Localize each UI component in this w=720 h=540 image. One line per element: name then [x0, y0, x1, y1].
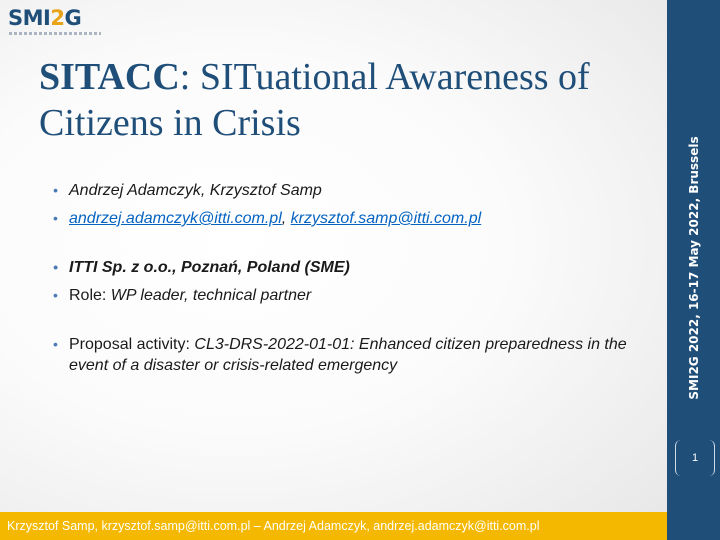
- role-label: Role:: [69, 287, 111, 304]
- proposal-value: CL3-DRS-2022-01-01: Enhanced citizen preparedness in the event of a disaster or crisis-related emergency: [69, 336, 627, 374]
- logo-prefix: SMI: [8, 6, 51, 30]
- spacer: [53, 236, 643, 257]
- email-separator: ,: [281, 210, 291, 227]
- email-link-samp[interactable]: krzysztof.samp@itti.com.pl: [290, 210, 482, 227]
- authors-item: • Andrzej Adamczyk, Krzysztof Samp: [53, 180, 643, 201]
- logo-two: 2: [50, 6, 65, 30]
- slide-title: [39, 54, 639, 146]
- logo-wordmark: [8, 6, 81, 30]
- content-bullets: [53, 180, 643, 383]
- event-label: SMI2G 2022, 16-17 May 2022, Brussels: [687, 136, 701, 400]
- smi2g-logo: [8, 6, 103, 42]
- title-text: : SITuational Awareness of Citizens in Crisis: [39, 56, 590, 144]
- email-link-adamczyk[interactable]: andrzej.adamczyk@itti.com.pl: [69, 210, 282, 227]
- footer-text: Krzysztof Samp, krzysztof.samp@itti.com.pl – Andrzej Adamczyk, andrzej.adamczyk@itti.com.pl: [7, 519, 540, 533]
- role-value: WP leader, technical partner: [110, 287, 312, 304]
- proposal-label: Proposal activity:: [69, 336, 195, 353]
- spacer: [53, 313, 643, 334]
- logo-suffix: G: [64, 6, 82, 30]
- title-acronym: SITACC: [39, 56, 180, 98]
- proposal-item: [53, 334, 643, 376]
- footer-bar: [0, 512, 667, 540]
- role-item: [53, 285, 643, 306]
- organization-item: • ITTI Sp. z o.o., Poznań, Poland (SME): [53, 257, 643, 278]
- logo-tagline-graphic: [9, 32, 101, 35]
- page-number: 1: [675, 440, 715, 476]
- emails-item: [53, 208, 643, 229]
